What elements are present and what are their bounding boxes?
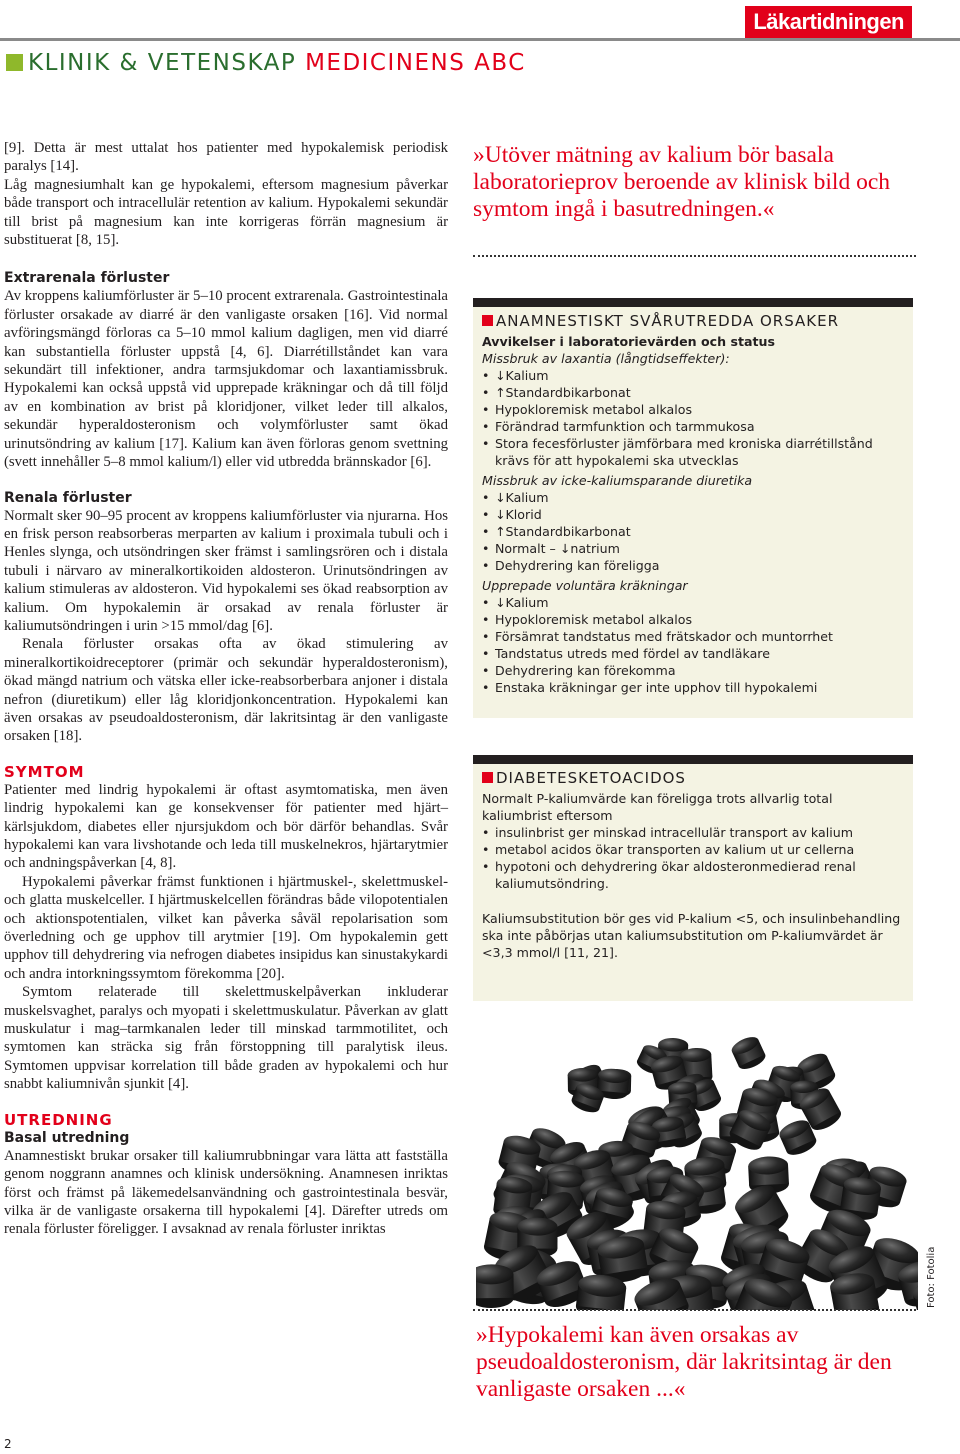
box-note: Kaliumsubstitution bör ges vid P-kalium <5, och insulinbehandling ska inte påbörjas utan kaliumsubstitution om P-kaliumvärdet är <3,3 mmol/l [11, 21].	[482, 911, 901, 960]
list-item: • Hypokloremisk metabol alkalos	[482, 401, 904, 418]
paragraph: Av kroppens kaliumförluster är 5–10 procent extrarenala. Gastrointestinala förluster orsakade av diarré är den vanligaste orsaken [16]. Vid normal avföringsmängd förloras ca 5–10 mmol kalium dagligen, men vid diarré kan substantiella förluster uppstå [4, 6]. Diarrétillståndet kan vara sekundärt till infektioner, andra tarmsjukdomar och laxantiamissbruk. Hypokalemi kan också uppstå vid upprepade kräkningar och då till följd av en kombination av brist på kloridjoner, vilket leder till alkalos, sekundär hyperaldosteronism och volymförluster samt ökad urinutsöndring av kalium [17]. Kalium kan även förloras genom svettning (svett innehåller 5–8 mmol kalium/l) eller vid utbredda brännskador [6].	[4, 288, 448, 471]
heading-basal: Basal utredning	[4, 1129, 130, 1146]
list-item: • Stora fecesförluster jämförbara med kroniska diarrétillstånd krävs för att hypokalemi ska utvecklas	[482, 435, 904, 469]
list-item: • ↓Kalium	[482, 367, 904, 384]
list-item: • ↓Kalium	[482, 489, 904, 506]
licorice-photo	[476, 1020, 918, 1310]
list-item: • ↓Kalium	[482, 594, 904, 611]
heading-symtom: SYMTOM	[4, 762, 85, 781]
pull-quote: »Utöver mätning av kalium bör basala laboratorieprov beroende av klinisk bild och symtom ingå i basutredningen.«	[473, 142, 890, 222]
pull-quote: »Hypokalemi kan även orsakas av pseudoaldosteronism, där lakritsintag är den vanligaste orsaken ...«	[476, 1322, 892, 1402]
subsection-name: MEDICINENS ABC	[305, 50, 526, 76]
red-square-icon	[482, 315, 493, 326]
list-item: • Försämrat tandstatus med frätskador och muntorrhet	[482, 628, 904, 645]
list-item: • ↓Klorid	[482, 506, 904, 523]
brand-logo: Läkartidningen	[745, 6, 912, 38]
group-title: Upprepade voluntära kräkningar	[482, 578, 688, 593]
list-item: • ↑Standardbikarbonat	[482, 384, 904, 401]
list-diuretika	[482, 489, 904, 574]
dotted-rule	[473, 255, 916, 257]
list-item: • Tandstatus utreds med fördel av tandläkare	[482, 645, 904, 662]
fact-box-anamnestic	[473, 298, 913, 718]
green-square-icon	[6, 54, 23, 71]
heading-extrarenal: Extrarenala förluster	[4, 270, 170, 287]
section-name: KLINIK & VETENSKAP	[28, 50, 297, 76]
paragraph: Symtom relaterade till skelettmuskelpåverkan inkluderar muskelsvaghet, paralys och myopati i skelettmuskulatur. Påverkan av glatt muskulatur i mag–tarmkanalen leder till minskad tarmmotilitet, och symtomen kan sträcka sig från förstoppning till paralytisk ileus. Symtomen uppvisar korrelation till både graden av hypokalemi och hur snabbt kaliumnivån sjunkit [4].	[4, 984, 448, 1093]
box-title: ANAMNESTISKT SVÅRUTREDDA ORSAKER	[482, 313, 904, 330]
paragraph: Anamnestiskt brukar orsaker till kaliumrubbningar vara lätta att fastställa genom noggrann anamnes och klinisk undersökning. Anamnesen inriktas först och främst på läkemedelsanvändning och gastrointestinala besvär, vilka är de vanligaste orsakerna till hypokalemi [4]. Därefter utreds om renala förluster föreligger. I avsaknad av renala förluster inriktas	[4, 1147, 448, 1238]
list-item: • Normalt – ↓natrium	[482, 540, 904, 557]
list-item: • metabol acidos ökar transporten av kalium ut ur cellerna	[482, 841, 904, 858]
heading-utredning: UTREDNING	[4, 1110, 113, 1129]
page-number: 2	[4, 1437, 12, 1451]
licorice-piece	[729, 1034, 768, 1073]
paragraph: Patienter med lindrig hypokalemi är oftast asymtomatiska, men även lindrig hypokalemi kan ge konsekvenser för patienter med hjärt–kärlsjukdom, diabetes eller njursjukdom och bör därför behandlas. Svår hypokalemi kan vara livshotande och leda till muskelnekros, hjärtarytmier och andningspåverkan [4, 8].	[4, 781, 448, 872]
paragraph: Normalt sker 90–95 procent av kroppens kaliumförluster via njurarna. Hos en frisk person reabsorberas merparten av kalium i proximala tubuli och i Henles slynga, och utsöndringen sker främst i samlingsrören och i distala tubuli i närvaro av mineralkortikoiden aldosteron. Urinutsöndringen av kalium stimuleras av aldosteron. Vid hypokalemi ses ökad reabsorption av kalium. Om hypokalemin är orsakad av renala förluster är kaliumutsöndringen i urin >15 mmol/dag [6].	[4, 507, 448, 634]
dotted-rule	[473, 1309, 916, 1311]
list-item: • Förändrad tarmfunktion och tarmmukosa	[482, 418, 904, 435]
paragraph: Låg magnesiumhalt kan ge hypokalemi, eftersom magnesium påverkar både transport och intracellulär retention av kalium. Hypokalemi sekundär till brist på magnesium kan inte korrigeras förrän magnesium är substituerat [8, 15].	[4, 176, 448, 249]
list-item: • Dehydrering kan föreligga	[482, 557, 904, 574]
list-krakningar	[482, 594, 904, 696]
red-square-icon	[482, 772, 493, 783]
list-dka	[482, 824, 904, 892]
box-subtitle: Avvikelser i laboratorievärden och status	[482, 334, 775, 349]
list-item: • Hypokloremisk metabol alkalos	[482, 611, 904, 628]
list-item: • ↑Standardbikarbonat	[482, 523, 904, 540]
licorice-piece	[476, 1264, 514, 1308]
photo-credit: Foto: Fotolia	[926, 1246, 937, 1308]
header-rule	[0, 38, 960, 41]
list-item: • insulinbrist ger minskad intracellulär transport av kalium	[482, 824, 904, 841]
list-laxantia	[482, 367, 904, 469]
box-title: DIABETESKETOACIDOS	[482, 770, 904, 787]
paragraph: Hypokalemi påverkar främst funktionen i hjärtmuskel-, skelettmuskel- och glatta muskelceller. I hjärtmuskelcellen förändras både vilopotentialen och aktionspotentialen, vilket kan påverka såväl repolarisation som överledning och ge upphov till arytmier [19]. Om hypokalemin gett upphov till dehydrering via nefrogen diabetes insipidus kan sinustakykardi och andra intorkningssymtom förekomma [20].	[4, 873, 448, 982]
fact-box-dka	[473, 755, 913, 1001]
paragraph: [9]. Detta är mest uttalat hos patienter med hypokalemisk periodisk paralys [14].	[4, 140, 448, 175]
group-title: Missbruk av laxantia (långtidseffekter):	[482, 351, 730, 366]
list-item: • Enstaka kräkningar ger inte upphov till hypokalemi	[482, 679, 904, 696]
heading-renal: Renala förluster	[4, 489, 132, 506]
list-item: • Dehydrering kan förekomma	[482, 662, 904, 679]
paragraph: Renala förluster orsakas ofta av ökad stimulering av mineralkortikoidreceptorer (primär och sekundär hyperaldosteronism), ökad mängd natrium och vätska eller icke-reabsorberbara anjoner i distala nefron (diuretikum) eller låg kloridjonkoncentration. Hypokalemi kan även orsakas av pseudoaldosteronism, där lakritsintag är den vanligaste orsaken [18].	[4, 636, 448, 745]
box-intro: Normalt P-kaliumvärde kan föreligga trots allvarlig total kaliumbrist eftersom	[482, 791, 833, 823]
main-column	[4, 139, 448, 1239]
section-header	[6, 50, 526, 76]
group-title: Missbruk av icke-kaliumsparande diuretika	[482, 473, 753, 488]
list-item: • hypotoni och dehydrering ökar aldosteronmedierad renal kaliumutsöndring.	[482, 858, 904, 892]
